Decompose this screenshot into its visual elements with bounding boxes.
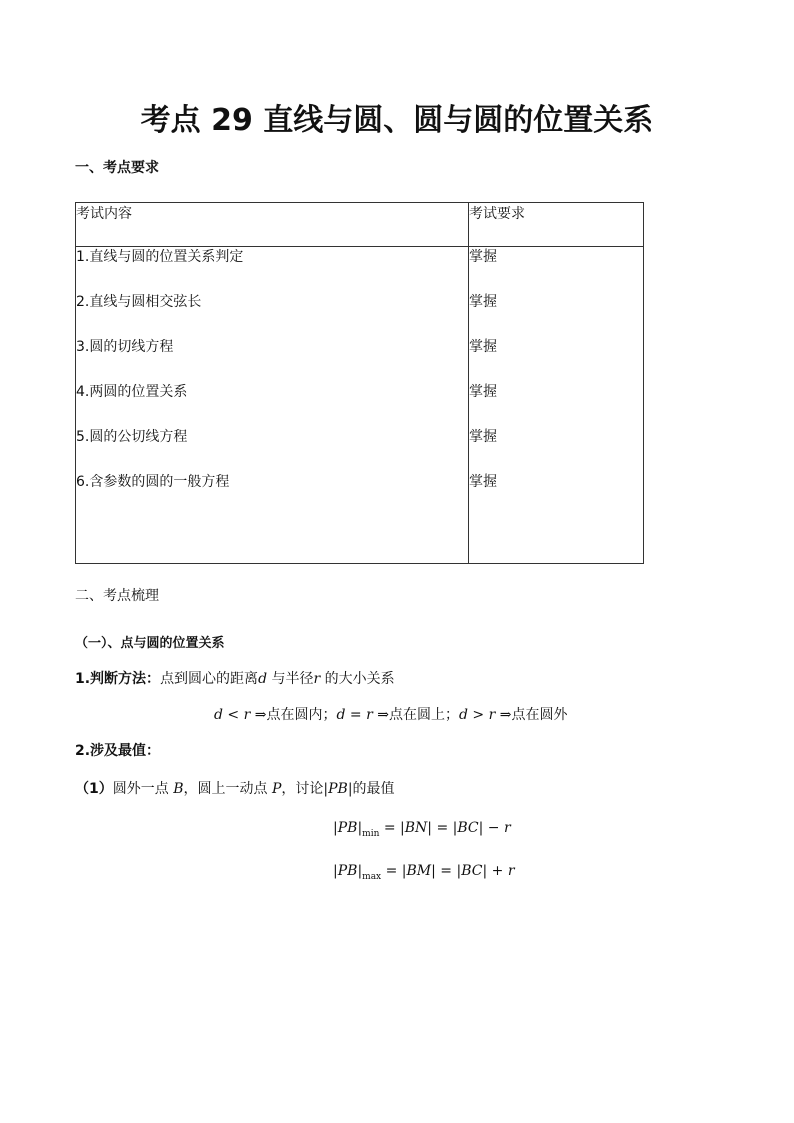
problem-label: （1） [75, 781, 113, 797]
content-column [76, 247, 469, 564]
subscript-max: max [362, 871, 382, 882]
subscript-min: min [362, 828, 380, 839]
problem-text: ，圆上一动点 [183, 781, 268, 797]
problem-text: 的最值 [352, 781, 395, 797]
table-row-requirement: 掌握 [469, 429, 497, 445]
requirements-table [75, 202, 644, 564]
page-title: 考点 29 直线与圆、圆与圆的位置关系 [140, 103, 654, 138]
relation-on: 点在圆上； [389, 707, 459, 723]
table-row-content: 2.直线与圆相交弦长 [76, 294, 202, 310]
section-heading-review: 二、考点梳理 [75, 588, 159, 604]
relation-outside: 点在圆外 [511, 707, 568, 723]
item-label: 1.判断方法： [75, 671, 161, 687]
item-text: 点到圆心的距离 [160, 671, 259, 687]
table-row-content: 3.圆的切线方程 [76, 339, 174, 355]
problem-statement: （1）圆外一点 B，圆上一动点 P，讨论|PB|的最值 [75, 781, 395, 797]
formula-max: $|PB|_{max} = |BM| = |BC| + r$ [333, 863, 515, 882]
var-B: B [173, 781, 184, 797]
table-header-row [76, 203, 644, 247]
section-heading-requirements: 一、考点要求 [75, 160, 159, 176]
relation-formula: d < r ⇒点在圆内；d = r ⇒点在圆上；d > r ⇒点在圆外 [214, 707, 568, 723]
item-text: 与半径 [271, 671, 314, 687]
table-row-requirement: 掌握 [469, 294, 497, 310]
subsection-heading: （一）、点与圆的位置关系 [75, 636, 225, 651]
problem-text: ，讨论 [281, 781, 324, 797]
var-r: r [313, 671, 321, 687]
item-text: 的大小关系 [324, 671, 395, 687]
table-row-requirement: 掌握 [469, 339, 497, 355]
var-d: d [258, 671, 268, 687]
requirement-column [469, 247, 644, 564]
table-row-requirement: 掌握 [469, 384, 497, 400]
table-row-content: 1.直线与圆的位置关系判定 [76, 249, 244, 265]
table-body-row [76, 247, 644, 564]
var-P: P [271, 781, 282, 797]
item-judgment-method [75, 668, 395, 688]
table-header-content: 考试内容 [76, 203, 469, 247]
table-row-content: 6.含参数的圆的一般方程 [76, 474, 230, 490]
table-row-content: 4.两圆的位置关系 [76, 384, 188, 400]
table-header-requirement: 考试要求 [469, 203, 644, 247]
relation-inside: 点在圆内； [266, 707, 337, 723]
var-PB: PB [328, 781, 348, 797]
table-row-content: 5.圆的公切线方程 [76, 429, 188, 445]
formula-min: $|PB|_{min} = |BN| = |BC| - r$ [333, 820, 511, 839]
table-row-requirement: 掌握 [469, 474, 497, 490]
problem-text: 圆外一点 [112, 781, 169, 797]
table-row-requirement: 掌握 [469, 249, 497, 265]
item-extremum: 2.涉及最值： [75, 743, 161, 759]
